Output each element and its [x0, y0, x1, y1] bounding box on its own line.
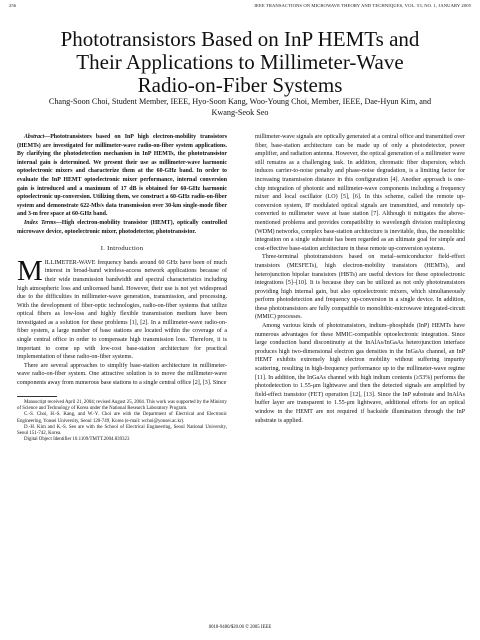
abstract-label: Abstract—	[24, 134, 51, 140]
right-column	[255, 133, 465, 425]
intro-paragraph-1	[17, 254, 227, 362]
index-terms-text: High electron-mobility transistor (HEMT), optically controlled microwave device, optoelectronic mixer, photodetector, phototransistor.	[17, 219, 227, 235]
page-number: 256	[9, 3, 17, 8]
paper-title	[20, 28, 460, 97]
abstract	[17, 133, 227, 219]
index-terms	[17, 219, 227, 236]
title-line-3: Radio-on-Fiber Systems	[137, 73, 343, 97]
authors-line-2: Kwang-Seok Seo	[211, 108, 269, 117]
intro-paragraph-1-text: ILLIMETER-WAVE frequency bands around 60 GHz have been of much interest in broad-band wireless-access network applications because of their wide transmission bandwidth and spectral characteristics including high atmospheric loss and unlicensed band. However, their use is not yet widespread due to the difficulties in millimeter-wave generation, transmission, and processing. With the development of fiber-optic technologies, radio-on-fiber systems that utilize optical fibers as low-loss and highly flexible transmission medium have been investigated as a solution for these problems [1], [2]. In a millimeter-wave radio-on-fiber system, a large number of base stations are located within the coverage of a single central office in order to compensate high transmission loss. Therefore, it is important to come up with low-cost base-station architecture for practical implementation of these radio-on-fiber systems.	[17, 259, 227, 361]
title-line-1: Phototransistors Based on InP HEMTs and	[60, 27, 420, 51]
journal-header: IEEE TRANSACTIONS ON MICROWAVE THEORY AND TECHNIQUES, VOL. 53, NO. 1, JANUARY 2005	[254, 3, 471, 8]
running-header	[9, 3, 471, 11]
intro-paragraph-4: Three-terminal phototransistors based on metal–semiconductor field-effect transistors (MESFETs), high electron-mobility transistors (HEMTs), and heterojunction bipolar transistors (HBTs) are useful devices for these optoelectronic integrations [5]–[10]. It is because they can be utilized as not only phototransistors providing high internal gain, but also optoelectronic mixers, which simultaneously perform photodetection and frequency up-conversion in a single device. In addition, these phototransistors are fully compatible to monolithic-microwave integrated-circuit (MMIC) processes.	[255, 254, 465, 321]
authors-line-1: Chang-Soon Choi, Student Member, IEEE, Hyo-Soon Kang, Woo-Young Choi, Member, IEEE, Dae-Hyun Kim, and	[48, 97, 432, 106]
footnote-doi: Digital Object Identifier 10.1109/TMTT.2004.839323	[24, 437, 130, 443]
footnote-affiliation-2: D.-H. Kim and K.-S. Seo are with the School of Electrical Engineering, Seoul National University, Seoul 151-742, Korea.	[17, 424, 227, 437]
footnote-manuscript: Manuscript received April 21, 2004; revised August 25, 2004. This work was supported by the Ministry of Science and Technology of Korea under the National Research Laboratory Program.	[17, 399, 227, 411]
title-line-2: Their Applications to Millimeter-Wave	[76, 50, 404, 74]
intro-paragraph-3: millimeter-wave signals are optically generated at a central office and transmitted over fiber, base-station architecture can be made up of only a photodetector, power amplifier, and radiation antenna. However, the optical generation of a millimeter wave still remains as a challenging task. In addition, chromatic fiber dispersion, which induces carrier-to-noise penalty and phase-noise degradation, is a limiting factor for increasing transmission distance in this configuration [4]. Another approach is one-chip integration of photonic and millimeter-wave components including a frequency mixer and local oscillator (LO) [5], [6]. In this scheme, called the remote up-conversion system, IF modulated optical signals are transmitted, and remotely up-converted to millimeter wave at base station [7]. Although it mitigates the above-mentioned problems and provides compatibility to wavelength division multiplexing (WDM) networks, complex base-station architecture is inevitable, thus, the monolithic integration on a single substrate has been regarded as an ultimate goal for simple and cost-effective base-station architecture in these remote up-conversion systems.	[255, 134, 465, 252]
left-column	[17, 133, 227, 444]
section-heading-introduction: I. Introduction	[100, 245, 144, 253]
copyright-footer: 0018-9480/$20.00 © 2005 IEEE	[208, 625, 272, 630]
author-list	[20, 96, 460, 118]
abstract-text: Phototransistors based on InP high electron-mobility transistors (HEMTs) are investigated for millimeter-wave radio-on-fiber system applications. By clarifying the photodetection mechanism in InP HEMTs, the phototransistor internal gain is determined. We present their use as millimeter-wave harmonic optoelectronic mixers and characterize them at the 60-GHz band. In order to evaluate the InP HEMT optoelectronic mixer performance, internal conversion gain is introduced and a maximum of 17 dB is obtained for 60-GHz harmonic optoelectronic up-conversion. Utilizing them, we construct a 60-GHz radio-on-fiber system and demonstrate 622-Mb/s data transmission over 30-km single-mode fiber and 3-m free space at 60-GHz band.	[17, 134, 227, 218]
index-terms-label: Index Terms—	[24, 219, 62, 226]
footnote-affiliation-1: C.-S. Choi, H.-S. Kang, and W.-Y. Choi are with the Department of Electrical and Electronic Engineering, Yonsei University, Seoul 120-749, Korea (e-mail: wchoi@yonsei.ac.kr).	[17, 412, 227, 424]
drop-cap: M	[17, 254, 43, 287]
intro-paragraph-5: Among various kinds of phototransistors, indium–phosphide (InP) HEMTs have numerous advantages for these MMIC-compatible optoelectronic integration. Since large conduction band discontinuity at the InAlAs/InGaAs heterojunction interface produces high two-dimensional electron gas densities in the InGaAs channel, an InP HEMT exhibits extremely high electron mobility without suffering impurity scattering, resulting in high-frequency performance up to the millimeter-wave regime [11]. In addition, the InGaAs channel with high indium contents (≥53%) performs the photodetection to 1.55-μm lightwave and then the detected signals are amplified by field-effect transistor (FET) operation [12], [13]. Since the InP substrate and InAlAs buffer layer are transparent to 1.55-μm lightwave, additional efforts for an optical window in the HEMT are not required if backside illumination through the InP substrate is applied.	[255, 323, 465, 424]
footnote-divider	[17, 396, 57, 397]
intro-paragraph-2: There are several approaches to simplify base-station architecture in millimeter-wave radio-on-fiber system. One attractive solution is to move the millimeter-wave components away from numerous base stations to a single central office [2], [3]. Since	[17, 362, 227, 387]
